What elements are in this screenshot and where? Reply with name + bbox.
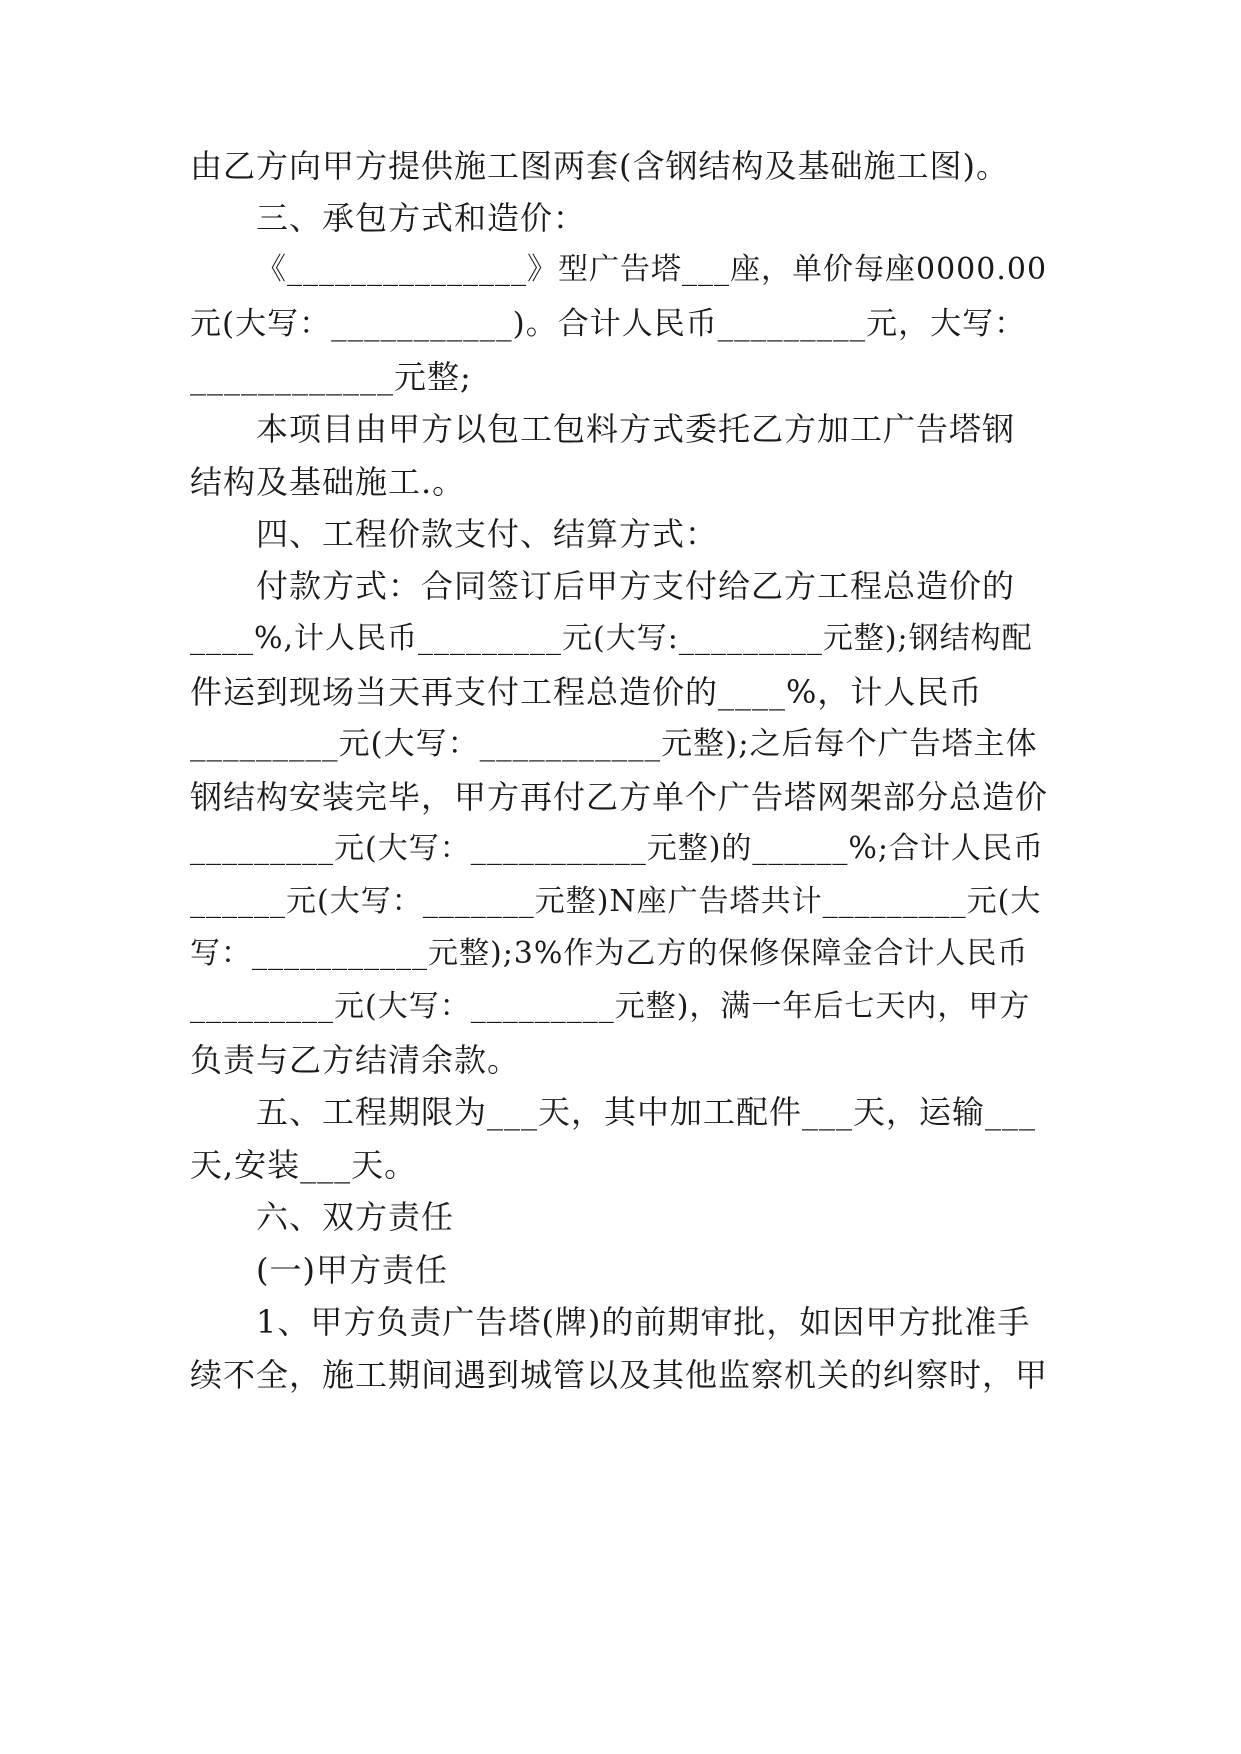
paragraph-line: 付款方式：合同签订后甲方支付给乙方工程总造价的 xyxy=(256,567,1016,605)
paragraph-line: _________元(大写：___________元整);之后每个广告塔主体 xyxy=(190,726,1038,762)
section-heading-three: 三、承包方式和造价： xyxy=(256,199,587,237)
paragraph-line: 元(大写：___________)。合计人民币_________元，大写： xyxy=(190,306,1027,342)
paragraph-line: 件运到现场当天再支付工程总造价的____%，计人民币 xyxy=(190,673,983,711)
paragraph-line: 负责与乙方结清余款。 xyxy=(190,1041,521,1079)
paragraph-line: ______元(大写：_______元整)N座广告塔共计_________元(大 xyxy=(190,884,1042,919)
paragraph-line: 本项目由甲方以包工包料方式委托乙方加工广告塔钢 xyxy=(256,410,1016,448)
paragraph-line: 钢结构安装完毕，甲方再付乙方单个广告塔网架部分总造价 xyxy=(190,778,1049,816)
paragraph-line: ____________元整; xyxy=(190,358,472,396)
paragraph-line: 结构及基础施工.。 xyxy=(190,463,466,501)
paragraph-line: 写：___________元整);3%作为乙方的保修保障金合计人民币 xyxy=(190,936,1029,971)
paragraph-line: 天,安装___天。 xyxy=(190,1146,418,1184)
paragraph-line: _________元(大写：_________元整)，满一年后七天内，甲方 xyxy=(190,989,1031,1024)
paragraph-line: 续不全，施工期间遇到城管以及其他监察机关的纠察时，甲 xyxy=(190,1356,1049,1394)
section-heading-five: 五、工程期限为___天，其中加工配件___天，运输___ xyxy=(256,1093,1037,1131)
paragraph-line: _________元(大写：___________元整)的______%;合计人民币 xyxy=(190,831,1045,866)
section-heading-six: 六、双方责任 xyxy=(256,1198,455,1236)
paragraph-line: 《_______________》型广告塔___座，单价每座0000.00 xyxy=(256,252,1048,287)
section-heading-four: 四、工程价款支付、结算方式： xyxy=(256,515,719,553)
paragraph-line: 1、甲方负责广告塔(牌)的前期审批，如因甲方批准手 xyxy=(256,1303,1031,1341)
paragraph-line: 由乙方向甲方提供施工图两套(含钢结构及基础施工图)。 xyxy=(190,147,1009,185)
subsection-heading: (一)甲方责任 xyxy=(256,1251,448,1289)
paragraph-line: ____%,计人民币_________元(大写:_________元整);钢结构配 xyxy=(190,621,1033,656)
